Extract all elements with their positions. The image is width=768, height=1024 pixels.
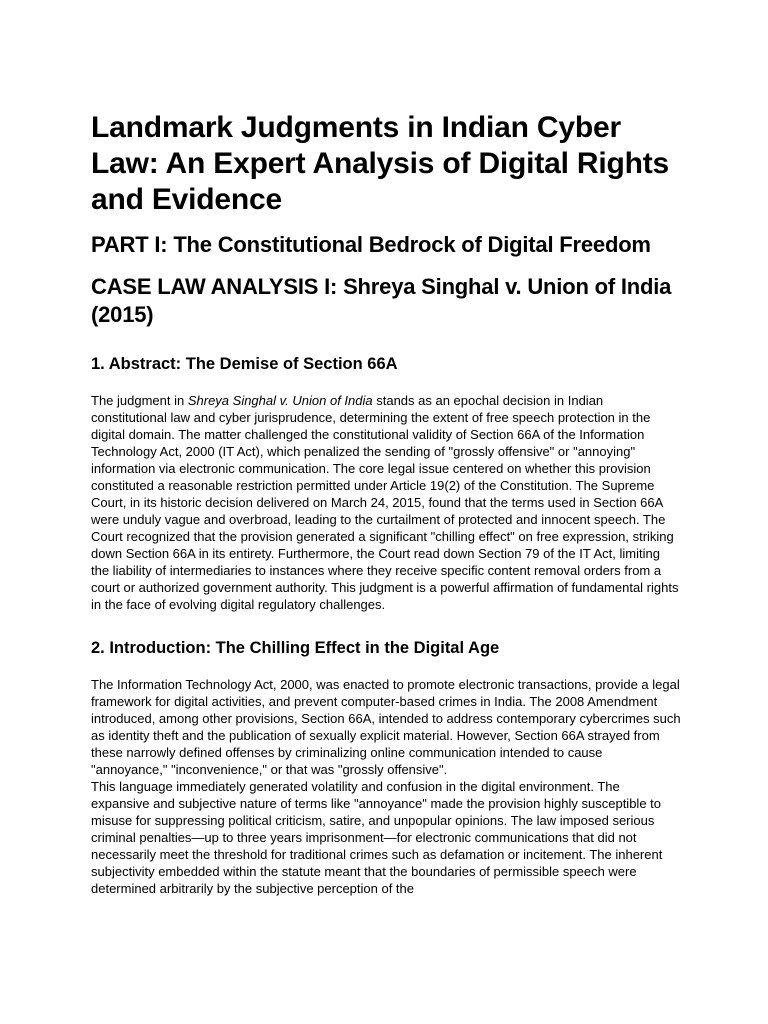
abstract-paragraph [91,392,683,613]
document-page [91,110,683,897]
abstract-body-text: stands as an epochal decision in Indian constitutional law and cyber jurisprudence, determining the extent of free speech protection in the digital domain. The matter challenged the constitutional validity of Section 66A of the Information Technology Act, 2000 (IT Act), which penalized the sending of "grossly offensive" or "annoying" information via electronic communication. The core legal issue centered on whether this provision constituted a reasonable restriction permitted under Article 19(2) of the Constitution. The Supreme Court, in its historic decision delivered on March 24, 2015, found that the terms used in Section 66A were unduly vague and overbroad, leading to the curtailment of protected and innocent speech. The Court recognized that the provision generated a significant "chilling effect" on free expression, striking down Section 66A in its entirety. Furthermore, the Court read down Section 79 of the IT Act, limiting the liability of intermediaries to instances where they receive specific content removal orders from a court or authorized government authority. This judgment is a powerful affirmation of fundamental rights in the face of evolving digital regulatory challenges. [91,393,679,612]
introduction-paragraph-1: The Information Technology Act, 2000, was enacted to promote electronic transactions, provide a legal framework for digital activities, and prevent computer-based crimes in India. The 2008 Amendment introduced, among other provisions, Section 66A, intended to address contemporary cybercrimes such as identity theft and the publication of sexually explicit material. However, Section 66A strayed from these narrowly defined offenses by criminalizing online communication intended to cause "annoyance," "inconvenience," or that was "grossly offensive". [91,677,681,777]
section-heading-abstract: 1. Abstract: The Demise of Section 66A [91,355,398,373]
part-heading: PART I: The Constitutional Bedrock of Digital Freedom [91,232,651,257]
case-heading: CASE LAW ANALYSIS I: Shreya Singhal v. Union of India (2015) [91,274,672,327]
introduction-paragraph-2: This language immediately generated volatility and confusion in the digital environment. The expansive and subjective nature of terms like "annoyance" made the provision highly susceptible to misuse for suppressing political criticism, satire, and unpopular opinions. The law imposed serious criminal penalties—up to three years imprisonment—for electronic communications that did not necessarily meet the threshold for traditional crimes such as defamation or incitement. The inherent subjectivity embedded within the statute meant that the boundaries of permissible speech were determined arbitrarily by the subjective perception of the [91,779,663,896]
document-title: Landmark Judgments in Indian Cyber Law: An Expert Analysis of Digital Rights and Evidence [91,111,669,216]
abstract-lead-text: The judgment in [91,393,188,408]
case-name-italic: Shreya Singhal v. Union of India [187,393,373,408]
section-heading-introduction: 2. Introduction: The Chilling Effect in the Digital Age [91,639,500,657]
